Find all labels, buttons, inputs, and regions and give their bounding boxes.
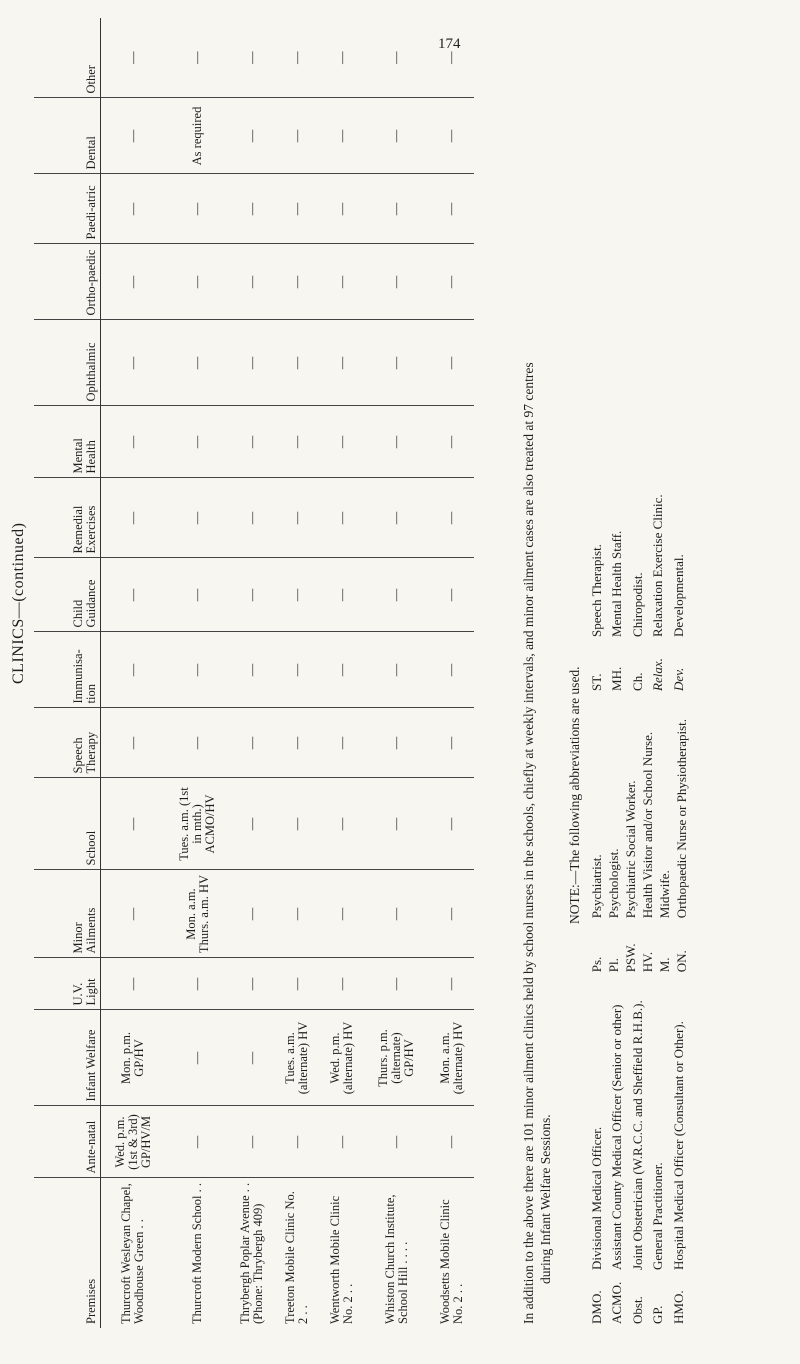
column-header: Minor Ailments xyxy=(34,870,101,958)
table-cell: — xyxy=(320,778,365,870)
table-cell: — xyxy=(320,632,365,708)
abbreviations xyxy=(589,24,690,1324)
running-head: CLINICS—(continued) xyxy=(10,522,27,684)
table-cell: — xyxy=(230,778,275,870)
table-cell: — xyxy=(429,1106,474,1178)
table-cell: — xyxy=(275,708,320,778)
column-header: Paedi-atric xyxy=(34,174,101,244)
abbreviation-meaning: Psychiatrist. xyxy=(589,854,604,919)
table-cell: — xyxy=(230,1106,275,1178)
table-cell: — xyxy=(365,244,429,320)
abbreviation-meaning: Health Visitor and/or School Nurse. xyxy=(640,731,655,919)
abbreviation-meaning: Mental Health Staff. xyxy=(609,530,625,637)
table-cell: — xyxy=(230,558,275,632)
column-header: Ortho-paedic xyxy=(34,244,101,320)
table-cell: Wed. p.m. (alternate) HV xyxy=(320,1010,365,1106)
abbreviation-meaning: Chiropodist. xyxy=(629,572,645,637)
table-cell: — xyxy=(365,18,429,98)
abbreviations-column-3 xyxy=(589,494,690,691)
table-cell: — xyxy=(230,708,275,778)
table-cell: — xyxy=(320,98,365,174)
abbreviation: ON. xyxy=(674,950,689,973)
table-cell: — xyxy=(429,174,474,244)
premises-cell: Treeton Mobile Clinic No. 2 . . xyxy=(283,1191,311,1324)
premises-cell: Thrybergh Poplar Avenue . . (Phone: Thrybergh 409) xyxy=(238,1182,266,1324)
table-cell: — xyxy=(101,478,166,558)
abbreviations-column-2 xyxy=(589,719,690,972)
table-cell: — xyxy=(365,558,429,632)
premises-cell: Whiston Church Institute, School Hill . . . . xyxy=(382,1194,410,1324)
table-row xyxy=(101,18,166,1328)
table-cell: — xyxy=(101,174,166,244)
table-cell: — xyxy=(230,406,275,478)
table-cell: — xyxy=(365,870,429,958)
table-cell: — xyxy=(101,708,166,778)
table-cell: — xyxy=(275,778,320,870)
abbreviation-meaning: Psychiatric Social Worker. xyxy=(623,780,638,919)
abbreviation-meaning: General Practitioner. xyxy=(650,1162,666,1270)
abbreviation-meaning: Midwife. xyxy=(657,870,672,919)
table-cell: — xyxy=(429,244,474,320)
table-cell: — xyxy=(166,958,230,1010)
table-cell: — xyxy=(365,958,429,1010)
table-cell: — xyxy=(365,632,429,708)
abbreviation: Dev. xyxy=(670,667,686,691)
table-cell: — xyxy=(230,870,275,958)
abbreviation: ST. xyxy=(589,673,604,691)
table-cell: — xyxy=(320,320,365,406)
table-cell: — xyxy=(320,958,365,1010)
abbreviation-meaning: Psychologist. xyxy=(606,848,621,919)
column-header: Immunisa-tion xyxy=(34,632,101,708)
table-cell: — xyxy=(365,778,429,870)
table-cell: — xyxy=(365,708,429,778)
table-cell: — xyxy=(230,1010,275,1106)
abbreviation-meaning: Assistant County Medical Officer (Senior or other) xyxy=(609,1004,625,1270)
column-header: Ophthalmic xyxy=(34,320,101,406)
table-cell: Tues. a.m. (1st in mth.) ACMO/HV xyxy=(166,778,230,870)
abbreviation: MH. xyxy=(609,666,625,691)
table-row xyxy=(230,18,275,1328)
abbreviation: Ch. xyxy=(629,672,645,691)
table-cell: — xyxy=(275,958,320,1010)
column-header: Other xyxy=(34,18,101,98)
column-header: Mental Health xyxy=(34,406,101,478)
premises-cell: Wentworth Mobile Clinic No. 2 . . xyxy=(328,1195,356,1324)
table-cell: — xyxy=(275,478,320,558)
table-cell: — xyxy=(230,174,275,244)
abbreviation: ACMO. xyxy=(609,1281,625,1324)
premises-cell: Thurcroft Modern School . . xyxy=(190,1183,205,1324)
table-cell: — xyxy=(230,320,275,406)
table-cell: — xyxy=(429,320,474,406)
table-cell: — xyxy=(166,708,230,778)
table-cell: Tues. a.m. (alternate) HV xyxy=(275,1010,320,1106)
table-cell: — xyxy=(320,558,365,632)
abbreviation: DMO. xyxy=(589,1290,604,1324)
abbreviation: GP. xyxy=(650,1305,666,1324)
table-cell: — xyxy=(429,778,474,870)
column-header: Speech Therapy xyxy=(34,708,101,778)
table-cell: — xyxy=(429,98,474,174)
clinic-table xyxy=(34,18,474,1328)
header-row xyxy=(34,18,101,1328)
column-header: U.V. Light xyxy=(34,958,101,1010)
table-cell: — xyxy=(101,778,166,870)
table-cell: — xyxy=(101,870,166,958)
table-cell: — xyxy=(365,1106,429,1178)
abbreviation-meaning: Speech Therapist. xyxy=(589,544,604,637)
table-cell: — xyxy=(275,406,320,478)
table-cell: Thurs. p.m. (alternate) GP/HV xyxy=(365,1010,429,1106)
table-cell: — xyxy=(166,174,230,244)
table-row xyxy=(429,18,474,1328)
table-cell: — xyxy=(166,320,230,406)
table-cell: — xyxy=(166,632,230,708)
table-cell: — xyxy=(365,406,429,478)
abbreviation: Pl. xyxy=(606,958,621,973)
table-cell: — xyxy=(275,174,320,244)
abbreviation: Relax. xyxy=(650,658,666,691)
table-cell: — xyxy=(101,958,166,1010)
table-cell: — xyxy=(166,1106,230,1178)
table-cell: — xyxy=(365,174,429,244)
page-number: 174 xyxy=(438,36,461,52)
notes-section xyxy=(520,24,690,1324)
table-cell: — xyxy=(101,320,166,406)
table-cell: — xyxy=(166,1010,230,1106)
table-row xyxy=(365,18,429,1328)
table-cell: — xyxy=(275,98,320,174)
table-cell: As required xyxy=(166,98,230,174)
table-cell: — xyxy=(429,632,474,708)
table-cell: — xyxy=(230,958,275,1010)
table-cell: — xyxy=(230,18,275,98)
table-cell: — xyxy=(101,244,166,320)
addition-note-continued: during Infant Welfare Sessions. xyxy=(538,1114,553,1284)
table-cell: — xyxy=(101,632,166,708)
table-cell: — xyxy=(320,870,365,958)
abbreviation-meaning: Hospital Medical Officer (Consultant or Other). xyxy=(670,1021,686,1270)
abbreviation-meaning: Orthopaedic Nurse or Physiotherapist. xyxy=(674,718,689,919)
table-cell: — xyxy=(275,18,320,98)
table-cell: — xyxy=(320,1106,365,1178)
note-heading: NOTE:—The following abbreviations are used. xyxy=(567,666,582,924)
abbreviation-meaning: Divisional Medical Officer. xyxy=(589,1126,604,1270)
premises-cell: Thurcroft Wesleyan Chapel, Woodhouse Green . . xyxy=(119,1183,147,1324)
table-cell: — xyxy=(320,174,365,244)
abbreviation: PSW. xyxy=(623,943,638,973)
abbreviation: HV. xyxy=(640,951,655,973)
table-cell: — xyxy=(230,632,275,708)
table-cell: — xyxy=(275,870,320,958)
table-cell: Wed. p.m. (1st & 3rd) GP/HV/M xyxy=(101,1106,166,1178)
table-body xyxy=(101,18,475,1328)
abbreviation: HMO. xyxy=(670,1290,686,1324)
column-header: Infant Welfare xyxy=(34,1010,101,1106)
table-cell: — xyxy=(101,18,166,98)
table-cell: — xyxy=(320,406,365,478)
abbreviation: Obst. xyxy=(629,1296,645,1324)
table-row xyxy=(320,18,365,1328)
table-cell: — xyxy=(275,1106,320,1178)
table-cell: — xyxy=(166,244,230,320)
table-row xyxy=(275,18,320,1328)
table-cell: — xyxy=(320,708,365,778)
table-cell: — xyxy=(320,244,365,320)
table-cell: — xyxy=(166,18,230,98)
table-cell: — xyxy=(275,558,320,632)
table-cell: — xyxy=(320,18,365,98)
table-cell: — xyxy=(166,558,230,632)
column-header: Ante-natal xyxy=(34,1106,101,1178)
column-header: School xyxy=(34,778,101,870)
abbreviation-meaning: Developmental. xyxy=(670,554,686,637)
table-cell: — xyxy=(365,98,429,174)
table-cell: — xyxy=(166,406,230,478)
table-cell: — xyxy=(230,478,275,558)
table-cell: Mon. a.m. Thurs. a.m. HV xyxy=(166,870,230,958)
table-cell: — xyxy=(275,244,320,320)
abbreviation-meaning: Relaxation Exercise Clinic. xyxy=(650,494,666,637)
table-cell: — xyxy=(429,558,474,632)
table-row xyxy=(166,18,230,1328)
abbreviation: M. xyxy=(657,957,672,973)
table-cell: — xyxy=(101,406,166,478)
table-cell: — xyxy=(101,558,166,632)
table-cell: — xyxy=(429,18,474,98)
table-cell: — xyxy=(230,244,275,320)
table-cell: — xyxy=(166,478,230,558)
table-cell: — xyxy=(429,708,474,778)
table-cell: — xyxy=(429,406,474,478)
addition-note: In addition to the above there are 101 minor ailment clinics held by school nurses in the schools, chiefly at weekly intervals, and minor ailment cases are also treated at 97 centres xyxy=(521,362,536,1324)
table-cell: — xyxy=(429,870,474,958)
abbreviation-meaning: Joint Obstetrician (W.R.C.C. and Sheffield R.H.B.). xyxy=(629,1000,645,1270)
column-header: Dental xyxy=(34,98,101,174)
premises-cell: Woodsetts Mobile Clinic No. 2 . . xyxy=(437,1199,465,1324)
column-header: Remedial Exercises xyxy=(34,478,101,558)
column-header: Child Guidance xyxy=(34,558,101,632)
table-cell: — xyxy=(275,632,320,708)
table-cell: — xyxy=(365,320,429,406)
table-cell: — xyxy=(365,478,429,558)
table-cell: Mon. a.m. (alternate) HV xyxy=(429,1010,474,1106)
table-cell: — xyxy=(429,478,474,558)
table-cell: — xyxy=(275,320,320,406)
column-header: Premises xyxy=(34,1178,101,1328)
abbreviation: Ps. xyxy=(589,956,604,973)
table-cell: — xyxy=(320,478,365,558)
table-cell: — xyxy=(429,958,474,1010)
table-cell: Mon. p.m. GP/HV xyxy=(101,1010,166,1106)
table-cell: — xyxy=(101,98,166,174)
table-cell: — xyxy=(230,98,275,174)
abbreviations-column-1 xyxy=(589,1000,690,1324)
